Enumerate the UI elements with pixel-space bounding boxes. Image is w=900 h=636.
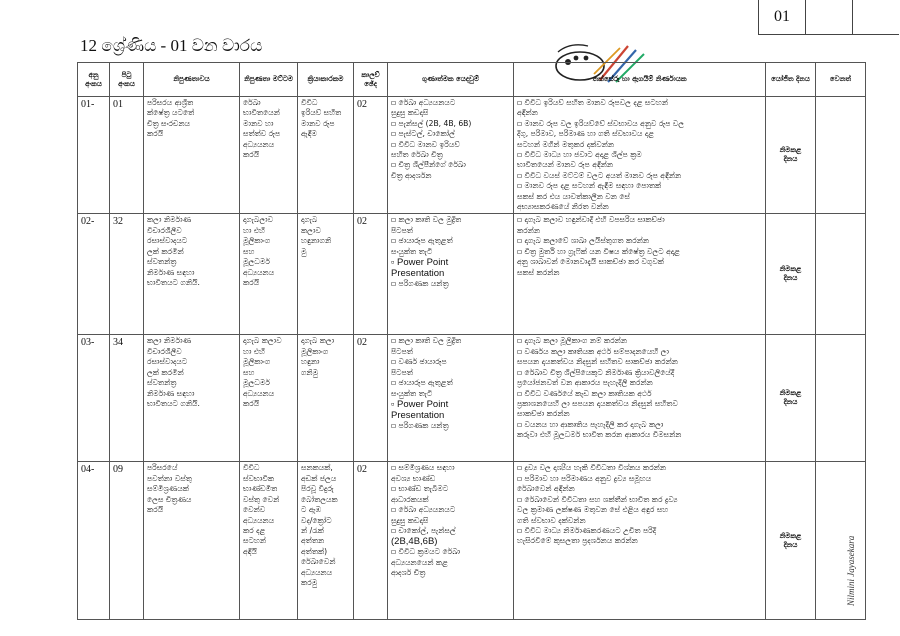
cell-line: රේඛාවෙන් අඳින්න <box>517 484 575 494</box>
periods-cell <box>354 335 388 462</box>
cell-line: ලක් කරමින් <box>147 246 184 256</box>
cell-line: රේඛා <box>243 98 261 107</box>
table-header-row <box>78 63 866 97</box>
cell-line: කලාව <box>301 225 321 235</box>
cell-line: අඳින්න <box>517 108 538 118</box>
cell-line: පිටපත් <box>391 367 413 377</box>
cell-line: 02 <box>357 464 367 476</box>
cell-line: Presentation <box>391 268 445 280</box>
header-cell: යෝජිත දිනය <box>766 63 816 97</box>
cell-line: සුදුසු කඩදාසි <box>391 515 429 525</box>
cell-line: අධ්‍යයනය <box>243 139 275 149</box>
quality-inputs-cell <box>388 97 514 214</box>
cell-line: මානව රූප <box>301 118 335 128</box>
header-cell: අනු අංකය <box>78 63 110 97</box>
cell-line: අත්තන <box>301 536 325 546</box>
cell-line: සහ <box>243 367 255 377</box>
cell-line: ▫ විවිධ මාධ්‍ය නිර්මාණකරණයට උචිත පරිදි <box>517 525 657 535</box>
row-number-cell <box>78 214 110 335</box>
cell-line: කලා නිර්මාණ <box>147 215 192 225</box>
cell-line: 02 <box>357 216 367 228</box>
cell-line: ▫ චිත්‍ර ශිල්පීන්ගේ රේඛා <box>391 160 466 170</box>
activity-cell <box>298 462 354 620</box>
cell-line: නිමකළ <box>779 389 802 398</box>
cell-line: කරයි <box>147 505 164 515</box>
cell-line: ▫ විවිධ වයස් මට්ටම් වලට අයත් මානව රූප අඳින්න <box>517 170 682 180</box>
cell-line: වස්තු වෙන් <box>243 494 280 504</box>
cell-line: ▫ විවිධ මානව ඉරියව් <box>391 139 460 149</box>
cell-line: භාවිතයට ගනියි. <box>147 398 200 408</box>
cell-line: දිනය <box>783 274 798 283</box>
cell-line: ▫ චිත්‍ර මුර්ති හා ග්‍රැෆික් යන විෂය ක්ෂේත්‍ර වලට අදාළ <box>517 246 680 256</box>
competency-level-cell <box>240 462 298 620</box>
cell-line: දාගැබ කලාව <box>243 336 282 346</box>
cell-line: දිනය <box>783 155 798 164</box>
cell-line: මූලධර්ම <box>243 257 270 267</box>
competency-cell <box>144 97 240 214</box>
assessment-criteria-cell <box>514 97 766 214</box>
cell-line: ▫ විවිධ ඉරියව් සහිත මානව රූපවල දළ සටහන් <box>517 98 668 107</box>
cell-line: ස්වභාවික <box>243 473 275 483</box>
cell-line: ගති ස්වභාව දක්වන්න <box>517 515 586 525</box>
competency-level-cell <box>240 97 298 214</box>
cell-line: භාවිතයෙන් <box>243 108 280 118</box>
proposed-date-cell <box>766 462 816 620</box>
cell-line: ප්‍රකාශනයෙහි ලා සපයන දායකත්වය නිදසුන් සහිතව <box>517 398 678 408</box>
cell-line: ▫ විවිධ ක්‍රමයට රේඛා <box>391 547 461 557</box>
cell-line: ආධාරකයක් <box>391 494 429 504</box>
cell-line: මූලිකාංග <box>243 236 271 246</box>
quality-inputs-cell <box>388 335 514 462</box>
assessment-criteria-cell <box>514 214 766 335</box>
table-row <box>78 97 866 214</box>
cell-line: 02 <box>357 99 367 110</box>
cell-line: ලෙස චිත්‍රණය <box>147 494 192 504</box>
cell-line: සපයන දායකත්වය නිදසුන් සහිතව සාකච්ඡා කරන්න <box>517 357 678 367</box>
cell-line: ▫ පරිගණක යන්ත්‍ර <box>391 420 449 430</box>
cell-line: අධ්‍යයනය <box>243 515 275 525</box>
cell-line: මූලිකාංග <box>301 346 329 356</box>
cell-line: රේඛාවෙන් <box>301 557 336 567</box>
competency-level-cell <box>240 214 298 335</box>
cell-line: අනු ශාඛාවන් මොනවාදැයි සාකච්ඡා කර වගුවක් <box>517 257 664 267</box>
cell-line: විවිධ <box>243 463 260 473</box>
cell-line: සටහන් <box>243 536 267 546</box>
periods-cell <box>354 97 388 214</box>
cell-line: ගනිමු <box>301 367 319 377</box>
cell-line: විවිධ <box>301 98 318 107</box>
proposed-date-cell <box>766 335 816 462</box>
cell-line: දිගු, පරිමාව, පරිමාණ හා ගති ස්වභාවය දළ <box>517 129 655 139</box>
cell-line: ▫ මානව රූප දළ සටහන් ඇඳීම සඳහා පොතක් <box>517 181 662 191</box>
cell-line: පිටපත් <box>391 225 413 235</box>
cell-line: 04- <box>81 464 95 476</box>
cell-line: අභ්‍යාසකරණයේ නිරත වන්න <box>517 202 609 212</box>
page-number-cell <box>110 462 144 620</box>
signature: Nilmini Jayasekara <box>846 535 856 606</box>
cell-line: කලා නිර්මාණ <box>147 336 192 346</box>
cell-line: භාණ්ඩමිත <box>243 484 278 494</box>
cell-line: කරමු <box>301 577 318 587</box>
cell-line: ලක් කරමින් <box>147 367 184 377</box>
cell-line: 34 <box>113 337 123 349</box>
cell-line: පරිසරය ආශ්‍රිත <box>147 98 194 107</box>
cell-line: ▫ වර්ණය කලා කෘතියක අර්ථ සම්පාදනයෙහි ලා <box>517 346 669 356</box>
cell-line: අඩක් ජලය <box>301 473 337 483</box>
cell-line: භාවිතයෙන් මානව රූප අඳින්න <box>517 160 614 170</box>
activity-cell <box>298 335 354 462</box>
cell-line: ▫ විවිධ වර්ණයේ කැඩ කලා කෘතියක අර්ථ <box>517 388 652 398</box>
cell-line: මානව හා <box>243 118 274 128</box>
lesson-plan-table <box>77 62 866 620</box>
cell-line: නිමකළ <box>779 146 802 155</box>
header-cell: පිටු අංකය <box>110 63 144 97</box>
cell-line: ▫ Power Point <box>391 398 449 410</box>
cell-line: ▫ මානව රූප වල ඉරියව්වේ ස්වභාවය අනුව රූප වල <box>517 118 685 128</box>
cell-line: සම්මිශ්‍රණයක් <box>147 484 189 494</box>
cell-line: ▫ රේඛාවෙන් විවිධතා සහ ශක්තීන් භාවිත කර ද්‍රව්‍ය <box>517 494 678 504</box>
cell-line: ▫ ඡායාරූප ඇතුළත් <box>391 236 453 246</box>
cell-line: ස්වතන්ත්‍ර <box>147 378 177 388</box>
cell-line: වද/ක්‍රෝට <box>301 515 332 525</box>
page-number-cell <box>110 214 144 335</box>
cell-line: ▫ චාකෝල්, පැන්සල් <box>391 525 456 535</box>
proposed-date-cell <box>766 97 816 214</box>
cell-line: අවශ්‍ය භාණ්ඩ <box>391 473 436 483</box>
competency-cell <box>144 335 240 462</box>
page-number-cell-blank <box>806 0 853 34</box>
header-cell: වෙනත් <box>816 63 866 97</box>
cell-line: සුදුසු කඩදාසි <box>391 108 429 118</box>
table-row <box>78 335 866 462</box>
cell-line: දිනය <box>783 398 798 407</box>
cell-line: භාවිතයට ගනියි. <box>147 277 200 287</box>
cell-line: සාකච්ඡා කරන්න <box>517 409 570 419</box>
cell-line: නිමකළ <box>779 531 802 540</box>
cell-line: දාගැබ කලා <box>301 336 335 346</box>
cell-line: ප්‍රයෝජනවත් වන ආකාරය පැහැදිලි කරන්න <box>517 378 653 388</box>
header-cell: ක්‍රියාකාරකම <box>298 63 354 97</box>
row-number-cell <box>78 462 110 620</box>
cell-line: 32 <box>113 216 123 228</box>
cell-line: කරුවා එහි මූලධර්ම භාවිත කරන ආකාරය විමසන්න <box>517 430 682 440</box>
cell-line: ▫ රේඛා අධ්‍යයනයට <box>391 505 456 515</box>
cell-line: ▫ සම්මිශ්‍රණය සඳහා <box>391 463 455 473</box>
page-number-cell <box>110 335 144 462</box>
cell-line: අඳියි <box>243 546 258 556</box>
competency-cell <box>144 462 240 620</box>
cell-line: සංයුක්ත තැටි <box>391 246 433 256</box>
cell-line: ▫ පරිමාව හා පරිමාණය අනුව ද්‍රව්‍ය සමූහය <box>517 473 652 483</box>
cell-line: නිර්මාණ සඳහා <box>147 267 195 277</box>
cell-line: ▫ දාගැබ කලා මූලිකාංග නම් කරන්න <box>517 336 628 346</box>
cell-line: කරයි <box>243 277 260 287</box>
cell-line: ▫ රේඛාව චිත්‍ර ශිල්පියෙකුට නිර්මාණ ක්‍රියාවලියේදී <box>517 367 675 377</box>
cell-line: පවත්නා වස්තු <box>147 473 192 483</box>
cell-line: 01 <box>113 99 123 110</box>
page-number-cell <box>110 97 144 214</box>
cell-line: ▫ කලා කෘති වල මුද්‍රිත <box>391 336 462 346</box>
cell-line: ▫ Power Point <box>391 257 449 269</box>
row-number-cell <box>78 335 110 462</box>
cell-line: 01- <box>81 99 95 110</box>
page-number: 01 <box>759 0 806 34</box>
cell-line: සහ <box>243 246 255 256</box>
cell-line: වල ක්‍රමාණ ලක්ෂණ මතුවන සේ එළිය අඳුර සහ <box>517 505 669 515</box>
cell-line: ▫ ද්‍රව්‍ය වල දෘශ්‍යීය හැකි විවිධතා විශ්නය කරන්න <box>517 463 667 473</box>
cell-line: සටහන් මගින් මතුකර දක්වන්න <box>517 139 615 149</box>
cell-line: චිත්‍ර ආදර්ශන <box>391 170 432 180</box>
cell-line: ▫ ඡායාරූප ඇතුළත් <box>391 378 453 388</box>
row-number-cell <box>78 97 110 214</box>
cell-line: වෙන්ව <box>243 505 266 515</box>
cell-line: විචාරශීලීව <box>147 225 182 235</box>
cell-line: න් /රැක් <box>301 525 324 535</box>
cell-line: මූලිකාංග <box>243 357 271 367</box>
cell-line: බෝතලයක <box>301 494 338 504</box>
header-cell: කාලච් ඡේද <box>354 63 388 97</box>
cell-line: අධ්‍යයනය <box>243 267 275 277</box>
cell-line: රසාස්වාදයට <box>147 236 188 246</box>
cell-line: ▫ දාගැබ කලාව හඳුන්වාදී එහි වපසරිය සාකච්ඡා <box>517 215 665 225</box>
cell-line: ක්ෂේත්‍ර යටතේ <box>147 108 195 118</box>
cell-line: සකස් කර එය යාවත්කාලීන වන සේ <box>517 191 630 201</box>
table-row <box>78 214 866 335</box>
cell-line: හඳුනාගනි <box>301 236 332 246</box>
cell-line: අධ්‍යයනය <box>301 567 333 577</box>
other-cell <box>816 335 866 462</box>
cell-line: කරයි <box>243 150 260 160</box>
cell-line: (2B,4B,6B) <box>391 536 438 548</box>
cell-line: සහිත රේඛා චිත්‍ර <box>391 150 443 160</box>
cell-line: හා එහි <box>243 225 266 235</box>
cell-line: 02 <box>357 337 367 349</box>
cell-line: මු <box>301 246 307 256</box>
assessment-criteria-cell <box>514 335 766 462</box>
cell-line: ▫ පැන්සල් (2B, 4B, 6B) <box>391 118 472 128</box>
cell-line: 03- <box>81 337 95 349</box>
cell-line: ▫ රේඛා අධ්‍යයනයට <box>391 98 456 107</box>
cell-line: ▫ වයනය හා ආකෘතිය පැහැදිලි කර දාගැබ කලා <box>517 419 664 429</box>
other-cell <box>816 97 866 214</box>
cell-line: අධ්‍යයනය <box>243 388 275 398</box>
cell-line: අධ්‍යයනයෙන් කළ <box>391 557 448 567</box>
cell-line: අත්තක්) <box>301 546 328 556</box>
cell-line: නිමකළ <box>779 265 802 274</box>
cell-line: දිනය <box>783 540 798 549</box>
cell-line: ▫ භාණ්ඩ තැබීමට <box>391 484 449 494</box>
cell-line: විචාරශීලීව <box>147 346 182 356</box>
header-cell: තක්සේරු හා ඇගයීම් නිර්ණායක <box>514 63 766 97</box>
cell-line: හැසිරවීමේ කුසලතා ප්‍රදර්ශනය කරන්න <box>517 536 638 546</box>
page-number-box <box>758 0 899 35</box>
cell-line: නිර්මාණ සඳහා <box>147 388 195 398</box>
competency-level-cell <box>240 335 298 462</box>
header-cell: නිපුණතාවය <box>144 63 240 97</box>
cell-line: ▫ කලා කෘති වල මුද්‍රිත <box>391 215 462 225</box>
other-cell <box>816 214 866 335</box>
header-cell: ගුණාත්මක යෙදවුම් <box>388 63 514 97</box>
cell-line: සත්ත්ව රූප <box>243 129 281 139</box>
competency-cell <box>144 214 240 335</box>
cell-line: පිටපත් <box>391 346 413 356</box>
table-row <box>78 462 866 620</box>
cell-line: සකස් කරන්න <box>517 267 560 277</box>
proposed-date-cell <box>766 214 816 335</box>
header-cell: නිපුණතා මට්ටම <box>240 63 298 97</box>
cell-line: චිත්‍ර සංරචනය <box>147 118 191 128</box>
cell-line: හඳුනා <box>301 357 320 367</box>
cell-line: ඉරියව් සහිත <box>301 108 342 118</box>
cell-line: කරයි <box>147 129 164 139</box>
cell-line: මූලධර්ම <box>243 378 270 388</box>
page-title: 12 ශ්‍රේණිය - 01 වන වාරය <box>80 36 263 55</box>
cell-line: දාගැබ <box>301 215 318 225</box>
cell-line: ආදර්ශ චිත්‍ර <box>391 568 426 578</box>
cell-line: ▫ වර්ණ ඡායාරූප <box>391 357 447 367</box>
cell-line: හා එහි <box>243 346 266 356</box>
cell-line: ▫ විවිධ මාධ්‍ය හා ජවාට අදාළ ශිල්ප ක්‍රම <box>517 150 642 160</box>
cell-line: ▫ පැස්ටල්, චාකෝල් <box>391 129 455 139</box>
cell-line: ට ඇඹ <box>301 505 322 515</box>
cell-line: දාගැබලාව <box>243 215 274 225</box>
periods-cell <box>354 462 388 620</box>
cell-line: Presentation <box>391 409 445 421</box>
cell-line: සංයුක්ත තැටි <box>391 388 433 398</box>
assessment-criteria-cell <box>514 462 766 620</box>
cell-line: 09 <box>113 464 123 476</box>
cell-line: කර දළ <box>243 525 266 535</box>
cell-line: කරයි <box>243 398 260 408</box>
cell-line: ඇඳීම <box>301 129 317 139</box>
cell-line: ස්වතන්ත්‍ර <box>147 257 177 267</box>
cell-line: 02- <box>81 216 95 228</box>
cell-line: පරිසරයේ <box>147 463 178 473</box>
cell-line: පිරවූ වීදුරු <box>301 484 334 494</box>
cell-line: ▫ දාගැබ කලාවේ ශාඛා ලයිස්තුගත කරන්න <box>517 236 650 246</box>
quality-inputs-cell <box>388 214 514 335</box>
cell-line: කරන්න <box>517 225 541 235</box>
cell-line: සනකයක්, <box>301 463 333 473</box>
activity-cell <box>298 214 354 335</box>
quality-inputs-cell <box>388 462 514 620</box>
cell-line: ▫ පරිගණක යන්ත්‍ර <box>391 279 449 289</box>
page-number-cell-blank <box>853 0 899 34</box>
cell-line: රසාස්වාදයට <box>147 357 188 367</box>
activity-cell <box>298 97 354 214</box>
periods-cell <box>354 214 388 335</box>
